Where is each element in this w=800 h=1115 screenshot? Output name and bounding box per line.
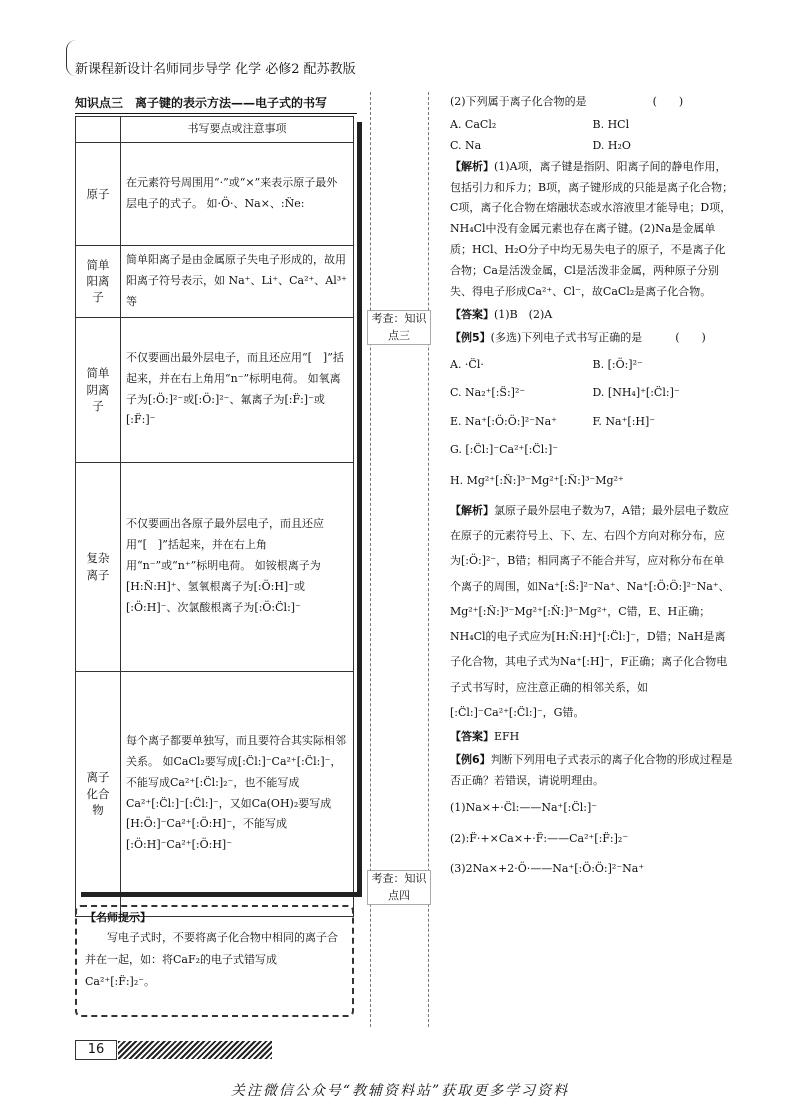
table-row: [76, 317, 354, 462]
row-category: 复杂离子: [76, 462, 121, 671]
table-row: [76, 245, 354, 317]
option: H. Mg²⁺[:N̈:]³⁻Mg²⁺[:N̈:]³⁻Mg²⁺: [450, 474, 624, 488]
row-text: 不仅要画出各原子最外层电子，而且还应用“[ ]”括起来，并在右上角用“n⁻”或“n⁺”标明电荷。 如铵根离子为[H:N̈:H]⁺、氢氧根离子为[:Ö:H]⁻或[:Ö:H]⁻、次氯酸根离子为[:Ö:C̈l:]⁻: [121, 462, 354, 671]
answer-label: 【答案】: [450, 730, 494, 744]
option: B. HCl: [592, 117, 630, 131]
option: A. ·C̈l·: [450, 357, 484, 371]
question-2-options: [450, 115, 735, 157]
page-header: 新课程新设计名师同步导学 化学 必修2 配苏教版: [75, 62, 356, 77]
row-text: 简单阳离子是由金属原子失电子形成的，故用阳离子符号表示，如 Na⁺、Li⁺、Ca²⁺、Al³⁺等: [121, 245, 354, 317]
answer-text: (1)B (2)A: [494, 307, 553, 321]
option: C. Na₂⁺[:S̈:]²⁻: [450, 386, 526, 400]
analysis-label: 【解析】: [450, 159, 494, 173]
row-category: 原子: [76, 142, 121, 245]
answer-2: [450, 727, 735, 748]
footer-note: 关注微信公众号“教辅资料站”获取更多学习资料: [230, 1083, 570, 1099]
section-title: 知识点三 离子键的表示方法——电子式的书写: [75, 94, 357, 114]
example-5-options: [450, 351, 735, 437]
page-number-strip: [118, 1041, 272, 1059]
row-text: 在元素符号周围用“·”或“×”来表示原子最外层电子的式子。 如·Ö·、Na×、:N̈e:: [121, 142, 354, 245]
formation-item: (3)2Na×+2·Ö·——Na⁺[:Ö:Ö:]²⁻Na⁺: [450, 862, 645, 876]
example-label: 【例6】: [450, 753, 491, 767]
option: E. Na⁺[:Ö:Ö:]²⁻Na⁺: [450, 414, 557, 428]
table-header: 书写要点或注意事项: [121, 117, 354, 143]
option: F. Na⁺[:H]⁻: [592, 414, 656, 428]
answer-text: EFH: [494, 730, 520, 744]
teacher-tip-box: [75, 905, 354, 1017]
page-number: 16: [75, 1040, 117, 1060]
row-category: 简单阳离子: [76, 245, 121, 317]
row-text: 每个离子都要单独写，而且要符合其实际相邻关系。 如CaCl₂要写成[:C̈l:]⁻Ca²⁺[:C̈l:]⁻，不能写成Ca²⁺[:C̈l:]₂⁻，也不能写成Ca²⁺[:C̈l:]⁻[:C̈l:]⁻，又如Ca(OH)₂要写成[H:Ö:]⁻Ca²⁺[:Ö:H]⁻，不能写成[:Ö:H]⁻Ca²⁺[:Ö:H]⁻: [121, 671, 354, 916]
table-row: [76, 142, 354, 245]
table-row: [76, 671, 354, 916]
analysis-text: 氯原子最外层电子数为7，A错；最外层电子数应在原子的元素符号上、下、左、右四个方向对称分布，应为[:Ö:]²⁻，B错；相同离子不能合并写，应对称分布在单个离子的周围，如Na⁺[:S̈:]²⁻Na⁺、Na⁺[:Ö:Ö:]²⁻Na⁺、Mg²⁺[:N̈:]³⁻Mg²⁺[:N̈:]³⁻Mg²⁺，C错，E、H正确；NH₄Cl的电子式应为[H:N̈:H]⁺[:C̈l:]⁻，D错；NaH是离子化合物，其电子式为Na⁺[:H]⁻，F正确；离子化合物电子式书写时，应注意正确的相邻关系，如[:C̈l:]⁻Ca²⁺[:C̈l:]⁻，G错。: [450, 503, 730, 720]
row-category: 离子化合物: [76, 671, 121, 916]
table-shadow: [81, 892, 362, 897]
row-category: 简单阴离子: [76, 317, 121, 462]
option: D. [NH₄]⁺[:C̈l:]⁻: [592, 386, 680, 400]
question-2: (2)下列属于离子化合物的是 ( ): [450, 95, 684, 108]
option: A. CaCl₂: [450, 117, 497, 131]
analysis-1: [450, 157, 735, 303]
formation-item: (2):F̈·+×Ca×+·F̈:——Ca²⁺[:F̈:]₂⁻: [450, 831, 629, 845]
tip-title: 【名师提示】: [85, 911, 151, 924]
analysis-label: 【解析】: [450, 503, 494, 517]
analysis-2: [450, 498, 735, 726]
answer-1: [450, 305, 735, 326]
option: B. [:Ö:]²⁻: [592, 357, 643, 371]
knowledge-point-tag: 考查：知识点三: [367, 310, 431, 345]
example-text: (多选)下列电子式书写正确的是 ( ): [490, 330, 706, 344]
option: C. Na: [450, 138, 482, 152]
example-6: [450, 750, 735, 792]
electron-formula-table: [75, 116, 354, 917]
tip-text: 写电子式时，不要将离子化合物中相同的离子合并在一起，如：将CaF₂的电子式错写成Ca²⁺[:F̈:]₂⁻。: [85, 931, 338, 988]
table-row: [76, 462, 354, 671]
table-shadow: [357, 122, 362, 894]
example-text: 判断下列用电子式表示的离子化合物的形成过程是否正确？若错误，请说明理由。: [450, 753, 733, 788]
example-label: 【例5】: [450, 330, 491, 344]
example-5: [450, 328, 735, 349]
right-column: [450, 92, 735, 886]
option: G. [:C̈l:]⁻Ca²⁺[:C̈l:]⁻: [450, 443, 559, 457]
analysis-text: (1)A项，离子键是指阴、阳离子间的静电作用，包括引力和斥力；B项，离子键形成的只能是离子化合物；C项，离子化合物在熔融状态或水溶液里才能导电；D项，NH₄Cl中没有金属元素也存在离子键。(2)Na是金属单质；HCl、H₂O分子中均无易失电子的原子，不是离子化合物；Ca是活泼金属，Cl是活泼非金属，两种原子分别失、得电子形成Ca²⁺、Cl⁻，故CaCl₂是离子化合物。: [450, 159, 734, 299]
option: D. H₂O: [592, 138, 631, 152]
knowledge-point-tag: 考查：知识点四: [367, 870, 431, 905]
table-corner: [76, 117, 121, 143]
formation-item: (1)Na×+·C̈l:——Na⁺[:C̈l:]⁻: [450, 801, 598, 814]
table-header-row: [76, 117, 354, 143]
row-text: 不仅要画出最外层电子，而且还应用“[ ]”括起来，并在右上角用“n⁻”标明电荷。 如氧离子为[:Ö:]²⁻或[:Ö:]²⁻、氟离子为[:F̈:]⁻或[:F̈:]⁻: [121, 317, 354, 462]
answer-label: 【答案】: [450, 307, 494, 321]
